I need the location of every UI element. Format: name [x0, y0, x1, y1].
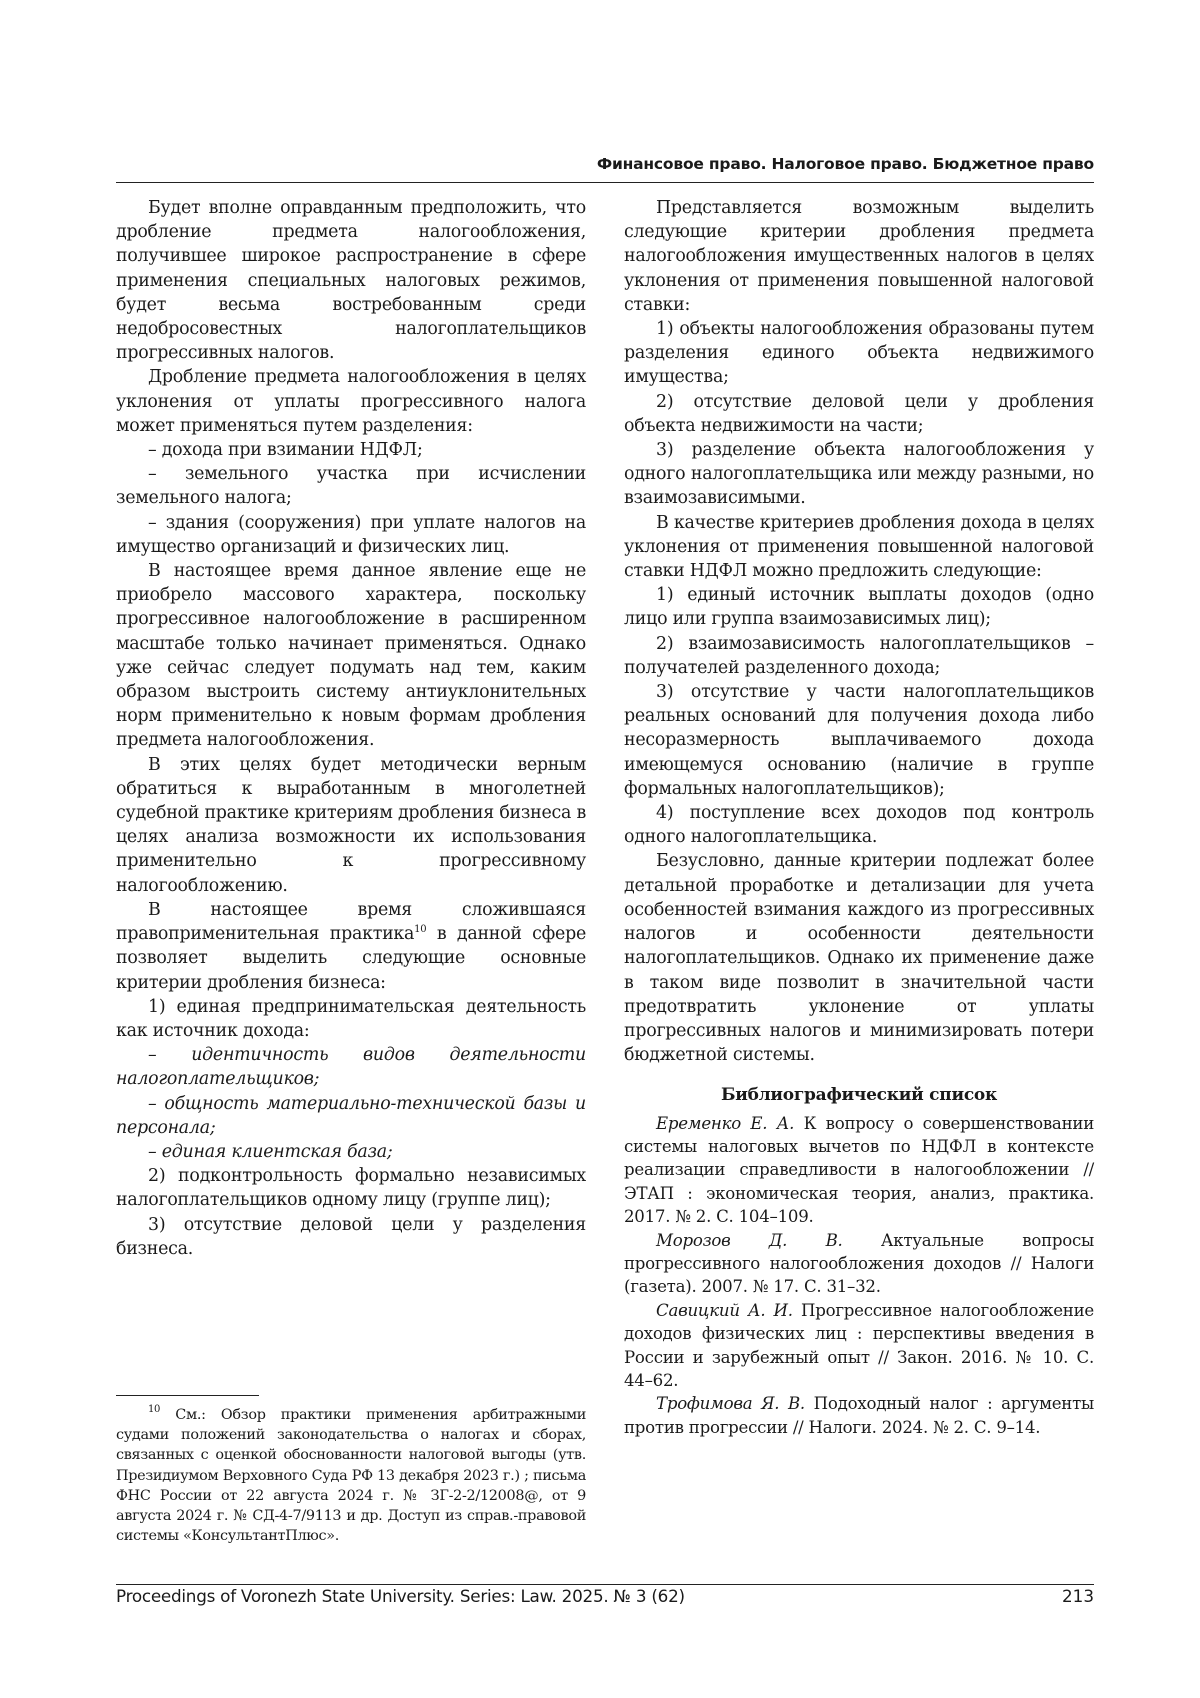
paragraph-practice — [116, 898, 586, 995]
practice-text: В настоящее время сложившаяся правоприменительная практика — [116, 899, 586, 945]
footnote-body: См.: Обзор практики применения арбитражными судами положений законодательства о налогах и сборах, связанных с оценкой обоснованности налоговой выгоды (утв. Президиумом Верховного Суда РФ 13 декабря 2023 г.) ; письма ФНС России от 22 августа 2024 г. № ЗГ-2-2/12008@, от 9 августа 2024 г. № СД-4-7/9113 и др. Доступ из справ.-правовой системы «КонсультантПлюс». — [116, 1407, 586, 1545]
list-item: – идентичность видов деятельности налогоплательщиков; — [116, 1045, 586, 1090]
list-item: 4) поступление всех доходов под контроль одного налогоплательщика. — [624, 803, 1094, 848]
footnote-divider — [116, 1395, 259, 1396]
bib-text: К вопросу о совершенствовании системы налоговых вычетов по НДФЛ в контексте реализации справедливости в налогообложении // ЭТАП : экономическая теория, анализ, практика. 2017. № 2. С. 104–109. — [624, 1113, 1094, 1227]
list-item: – земельного участка при исчислении земельного налога; — [116, 464, 586, 509]
list-item: 2) отсутствие деловой цели у дробления объекта недвижимости на части; — [624, 391, 1094, 436]
footer-divider — [116, 1584, 1094, 1585]
paragraph: В настоящее время данное явление еще не приобрело массового характера, поскольку прогрессивное налогообложение в расширенном масштабе только начинает применяться. Однако уже сейчас следует подумать над тем, каким образом выстроить систему антиуклонительных норм применительно к новым формам дробления предмета налогообложения. — [116, 561, 586, 751]
bib-author: Еременко Е. А. — [656, 1113, 795, 1133]
list-item: – общность материально-технической базы и персонала; — [116, 1093, 586, 1138]
list-item: – единая клиентская база; — [148, 1141, 393, 1162]
page-number: 213 — [1061, 1586, 1094, 1606]
footnote-number: 10 — [148, 1404, 161, 1415]
bib-author: Морозов Д. В. — [656, 1230, 843, 1250]
bib-text: Актуальные вопросы прогрессивного налогообложения доходов // Налоги (газета). 2007. № 17. С. 31–32. — [624, 1230, 1094, 1297]
journal-title: Proceedings of Voronezh State University. Series: Law. 2025. № 3 (62) — [116, 1586, 685, 1606]
right-column — [624, 196, 1094, 1439]
list-item: 1) единая предпринимательская деятельность как источник дохода: — [116, 996, 586, 1041]
footnote-ref[interactable]: 10 — [414, 924, 427, 936]
paragraph: В этих целях будет методически верным обратиться к выработанным в многолетней судебной практике критериям дробления бизнеса в целях анализа возможности их использования применительно к прогрессивному налогообложению. — [116, 754, 586, 896]
bibliography-entry — [624, 1112, 1094, 1229]
bib-text: Подоходный налог : аргументы против прогрессии // Налоги. 2024. № 2. С. 9–14. — [624, 1394, 1095, 1437]
paragraph: Представляется возможным выделить следующие критерии дробления предмета налогообложения имущественных налогов в целях уклонения от применения повышенной налоговой ставки: — [624, 198, 1094, 315]
list-item: 2) подконтрольность формально независимых налогоплательщиков одному лицу (группе лиц); — [116, 1166, 586, 1211]
paragraph: В качестве критериев дробления дохода в целях уклонения от применения повышенной налоговой ставки НДФЛ можно предложить следующие: — [624, 512, 1094, 582]
list-item: 3) разделение объекта налогообложения у одного налогоплательщика или между разными, но взаимозависимыми. — [624, 440, 1094, 509]
list-item: 2) взаимозависимость налогоплательщиков – получателей разделенного дохода; — [624, 633, 1094, 678]
paragraph: Безусловно, данные критерии подлежат более детальной проработке и детализации для учета особенностей взимания каждого из прогрессивных налогов и особенности деятельности налогоплательщиков. Однако их применение даже в таком виде позволит в значительной части предотвратить уклонение от уплаты прогрессивных налогов и минимизировать потери бюджетной системы. — [624, 851, 1094, 1066]
section-title: Финансовое право. Налоговое право. Бюджетное право — [596, 155, 1094, 173]
list-item: 1) единый источник выплаты доходов (одно лицо или группа взаимозависимых лиц); — [624, 585, 1094, 630]
running-head — [116, 150, 1094, 183]
bib-author: Трофимова Я. В. — [656, 1394, 805, 1414]
bib-text: Прогрессивное налогообложение доходов физических лиц : перспективы введения в России и зарубежный опыт // Закон. 2016. № 10. С. 44–62. — [624, 1300, 1094, 1390]
bibliography-title: Библиографический список — [720, 1085, 998, 1106]
left-column — [116, 196, 586, 1261]
bib-author: Савицкий А. И. — [656, 1300, 793, 1320]
bibliography-entry — [624, 1392, 1094, 1439]
list-item: 3) отсутствие у части налогоплательщиков реальных оснований для получения дохода либо несоразмерность выплачиваемого дохода имеющемуся основанию (наличие в группе формальных налогоплательщиков); — [624, 682, 1094, 799]
list-item: 1) объекты налогообложения образованы путем разделения единого объекта недвижимого имущества; — [624, 319, 1094, 388]
practice-text-cont: в данной сфере позволяет выделить следующие основные критерии дробления бизнеса: — [116, 924, 587, 993]
paragraph: Будет вполне оправданным предположить, что дробление предмета налогообложения, получившее широкое распространение в сфере применения специальных налоговых режимов, будет весьма востребованным среди недобросовестных налогоплательщиков прогрессивных налогов. — [116, 198, 586, 364]
list-item: 3) отсутствие деловой цели у разделения бизнеса. — [116, 1214, 586, 1259]
footnote — [116, 1405, 586, 1546]
bibliography-entry — [624, 1229, 1094, 1299]
footnote-text — [116, 1405, 586, 1546]
list-item: – здания (сооружения) при уплате налогов на имущество организаций и физических лиц. — [116, 512, 586, 557]
bibliography-entry — [624, 1299, 1094, 1393]
paragraph: Дробление предмета налогообложения в целях уклонения от уплаты прогрессивного налога может применяться путем разделения: — [116, 367, 586, 436]
list-item: – дохода при взимании НДФЛ; — [148, 440, 423, 461]
